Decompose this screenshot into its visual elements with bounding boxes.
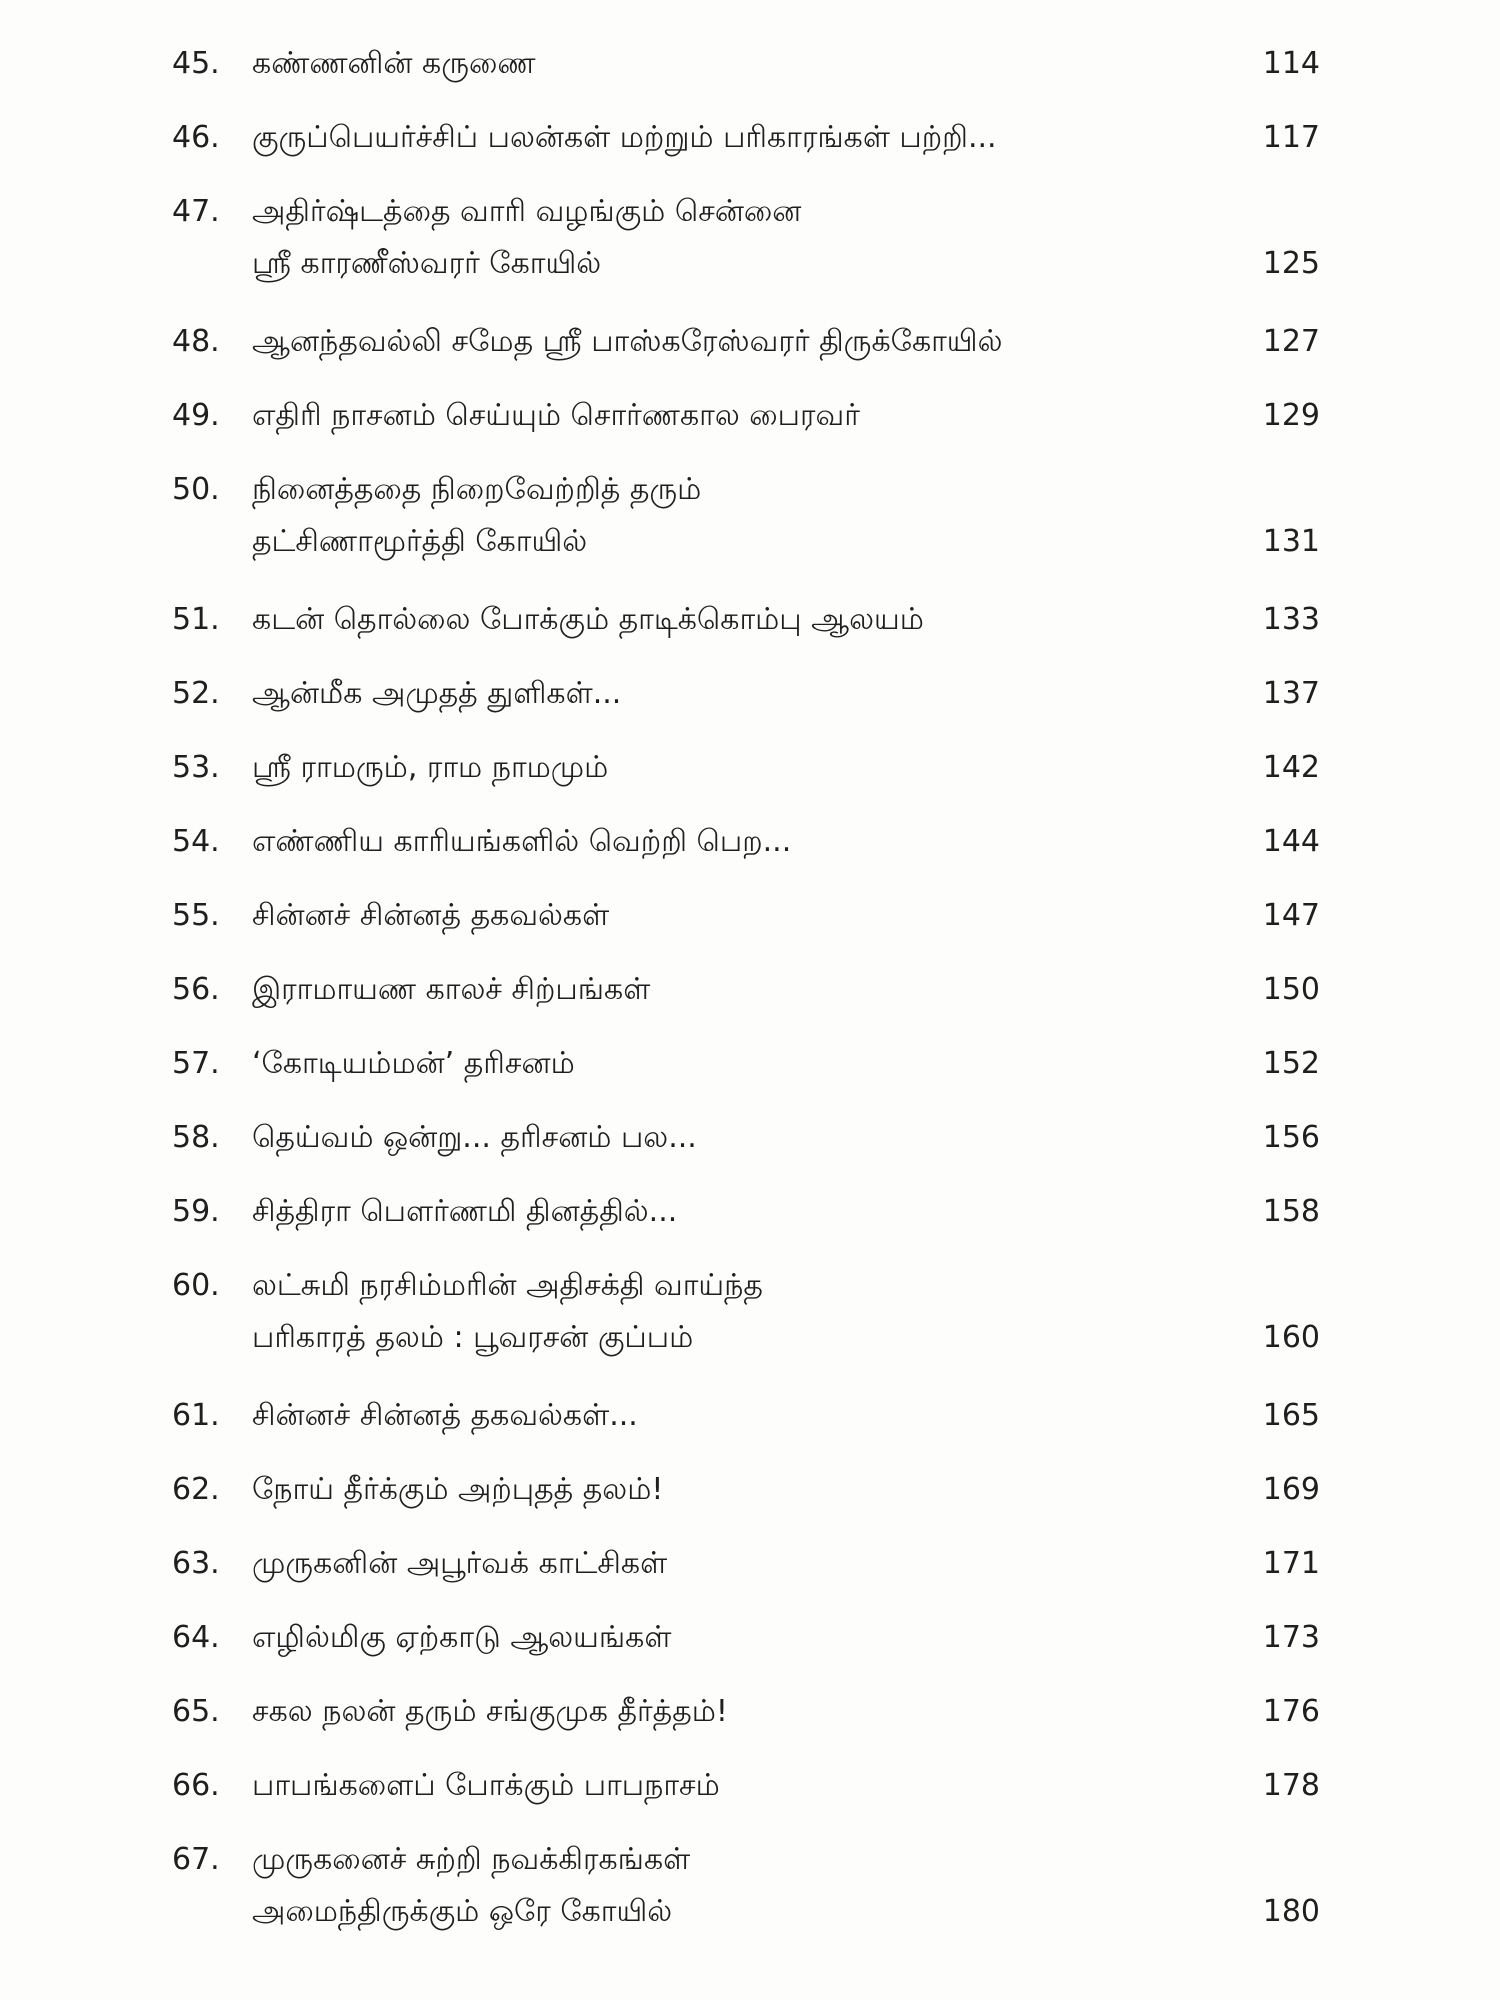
toc-entry-title <box>252 816 1252 868</box>
toc-entry-title-line: அதிர்ஷ்டத்தை வாரி வழங்கும் சென்னை <box>252 194 802 229</box>
toc-entry-title-line: எதிரி நாசனம் செய்யும் சொர்ணகால பைரவர் <box>252 398 860 433</box>
toc-entry-number: 47. <box>172 194 220 229</box>
toc-entry-title <box>252 1834 1252 1938</box>
toc-entry-number: 57. <box>172 1046 220 1081</box>
toc-entry-title <box>252 1390 1252 1442</box>
toc-entry-number: 51. <box>172 602 220 637</box>
toc-entry-number: 58. <box>172 1120 220 1155</box>
toc-entry-title-line: ஆனந்தவல்லி சமேத ஸ்ரீ பாஸ்கரேஸ்வரர் திருக்கோயில் <box>252 324 1003 359</box>
toc-entry-number: 52. <box>172 676 220 711</box>
toc-entry-number: 64. <box>172 1620 220 1655</box>
toc-entry-title-line: சின்னச் சின்னத் தகவல்கள் <box>252 898 610 933</box>
toc-entry-title-line: பாபங்களைப் போக்கும் பாபநாசம் <box>252 1768 720 1803</box>
toc-entry-title <box>252 112 1252 164</box>
toc-entry-page-number: 129 <box>1262 398 1320 433</box>
toc-entry-title-line: ஸ்ரீ காரணீஸ்வரர் கோயில் <box>252 246 602 281</box>
toc-entry-title-line: ஆன்மீக அமுதத் துளிகள்... <box>252 676 622 711</box>
toc-entry-title <box>252 186 1252 290</box>
toc-entry-title-line: சகல நலன் தரும் சங்குமுக தீர்த்தம்! <box>252 1694 728 1729</box>
toc-entry-number: 62. <box>172 1472 220 1507</box>
toc-entry-title <box>252 1760 1252 1812</box>
toc-entry-title-line: லட்சுமி நரசிம்மரின் அதிசக்தி வாய்ந்த <box>252 1268 763 1303</box>
toc-entry-title-line: பரிகாரத் தலம் : பூவரசன் குப்பம் <box>252 1320 694 1355</box>
toc-entry-title <box>252 38 1252 90</box>
toc-entry-title <box>252 1038 1252 1090</box>
toc-entry-page-number: 147 <box>1262 898 1320 933</box>
toc-entry-page-number: 169 <box>1262 1472 1320 1507</box>
toc-entry-page-number: 173 <box>1262 1620 1320 1655</box>
toc-entry-title-line: குருப்பெயர்ச்சிப் பலன்கள் மற்றும் பரிகாரங்கள் பற்றி... <box>252 120 997 155</box>
toc-entry-page-number: 165 <box>1262 1398 1320 1433</box>
toc-entry-page-number: 150 <box>1262 972 1320 1007</box>
toc-entry-number: 61. <box>172 1398 220 1433</box>
toc-entry-page-number: 158 <box>1262 1194 1320 1229</box>
toc-entry-title-line: நோய் தீர்க்கும் அற்புதத் தலம்! <box>252 1472 664 1507</box>
toc-entry-title <box>252 464 1252 568</box>
toc-entry-title <box>252 890 1252 942</box>
toc-entry-title <box>252 1686 1252 1738</box>
toc-entry-title <box>252 1260 1252 1364</box>
toc-entry-number: 48. <box>172 324 220 359</box>
toc-entry-title-line: ஸ்ரீ ராமரும், ராம நாமமும் <box>252 750 609 785</box>
toc-entry-number: 54. <box>172 824 220 859</box>
toc-entry-number: 67. <box>172 1842 220 1877</box>
toc-entry-page-number: 178 <box>1262 1768 1320 1803</box>
toc-entry-title-line: கடன் தொல்லை போக்கும் தாடிக்கொம்பு ஆலயம் <box>252 602 924 637</box>
toc-entry-title-line: அமைந்திருக்கும் ஒரே கோயில் <box>252 1894 673 1929</box>
toc-entry-title-line: எண்ணிய காரியங்களில் வெற்றி பெற... <box>252 824 792 859</box>
toc-entry-number: 45. <box>172 46 220 81</box>
toc-entry-page-number: 152 <box>1262 1046 1320 1081</box>
toc-entry-number: 65. <box>172 1694 220 1729</box>
toc-entry-title-line: சின்னச் சின்னத் தகவல்கள்... <box>252 1398 638 1433</box>
toc-entry-title <box>252 316 1252 368</box>
toc-entry-title <box>252 964 1252 1016</box>
toc-entry-page-number: 117 <box>1262 120 1320 155</box>
toc-entry-number: 60. <box>172 1268 220 1303</box>
toc-entry-title-line: எழில்மிகு ஏற்காடு ஆலயங்கள் <box>252 1620 672 1655</box>
toc-entry-number: 59. <box>172 1194 220 1229</box>
toc-entry-page-number: 176 <box>1262 1694 1320 1729</box>
toc-entry-page-number: 142 <box>1262 750 1320 785</box>
toc-entry-page-number: 137 <box>1262 676 1320 711</box>
toc-entry-page-number: 114 <box>1262 46 1320 81</box>
toc-entry-title-line: கண்ணனின் கருணை <box>252 46 536 81</box>
toc-entry-title <box>252 594 1252 646</box>
toc-entry-page-number: 131 <box>1262 524 1320 559</box>
toc-entry-title <box>252 390 1252 442</box>
toc-entry-page-number: 171 <box>1262 1546 1320 1581</box>
toc-entry-title <box>252 1464 1252 1516</box>
toc-entry-title <box>252 1112 1252 1164</box>
toc-entry-title-line: முருகனின் அபூர்வக் காட்சிகள் <box>252 1546 668 1581</box>
toc-entry-page-number: 144 <box>1262 824 1320 859</box>
toc-entry-number: 56. <box>172 972 220 1007</box>
toc-entry-title-line: இராமாயண காலச் சிற்பங்கள் <box>252 972 651 1007</box>
toc-entry-page-number: 133 <box>1262 602 1320 637</box>
toc-entry-title-line: முருகனைச் சுற்றி நவக்கிரகங்கள் <box>252 1842 691 1877</box>
toc-entry-title-line: சித்திரா பௌர்ணமி தினத்தில்... <box>252 1194 678 1229</box>
toc-entry-number: 49. <box>172 398 220 433</box>
toc-entry-page-number: 180 <box>1262 1894 1320 1929</box>
toc-entry-number: 53. <box>172 750 220 785</box>
toc-entry-page-number: 160 <box>1262 1320 1320 1355</box>
toc-entry-number: 63. <box>172 1546 220 1581</box>
toc-entry-number: 46. <box>172 120 220 155</box>
toc-entry-title-line: தெய்வம் ஒன்று... தரிசனம் பல... <box>252 1120 697 1155</box>
toc-entry-number: 50. <box>172 472 220 507</box>
toc-entry-title <box>252 742 1252 794</box>
toc-entry-page-number: 125 <box>1262 246 1320 281</box>
toc-entry-title-line: நினைத்ததை நிறைவேற்றித் தரும் <box>252 472 702 507</box>
toc-entry-title <box>252 1186 1252 1238</box>
toc-entry-title <box>252 1612 1252 1664</box>
toc-entry-title-line: தட்சிணாமூர்த்தி கோயில் <box>252 524 588 559</box>
toc-entry-page-number: 156 <box>1262 1120 1320 1155</box>
toc-entry-number: 55. <box>172 898 220 933</box>
toc-entry-title <box>252 668 1252 720</box>
toc-entry-page-number: 127 <box>1262 324 1320 359</box>
toc-entry-number: 66. <box>172 1768 220 1803</box>
toc-entry-title-line: ‘கோடியம்மன்’ தரிசனம் <box>252 1046 575 1081</box>
toc-entry-title <box>252 1538 1252 1590</box>
